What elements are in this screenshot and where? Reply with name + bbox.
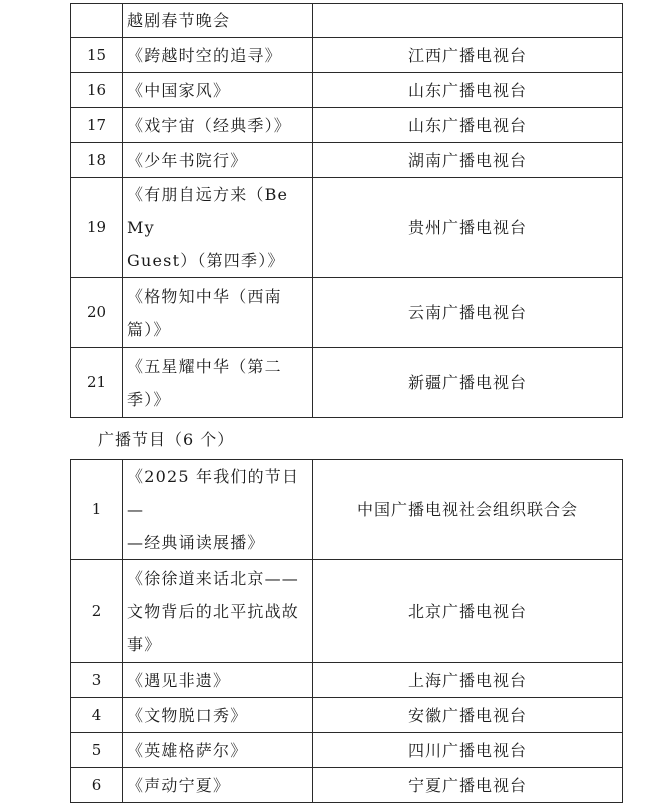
program-title <box>123 663 313 698</box>
program-title <box>123 460 313 560</box>
program-title-line: 《2025 年我们的节日— <box>127 467 300 519</box>
broadcaster-name: 山东广播电视台 <box>313 108 623 143</box>
program-title <box>123 73 313 108</box>
program-title <box>123 348 313 418</box>
program-title-line: 《戏宇宙（经典季）》 <box>127 115 292 135</box>
table-row <box>71 460 623 560</box>
radio-programs-table <box>70 459 623 803</box>
program-title-line: 《格物知中华（西南 <box>127 286 282 306</box>
program-title-line: 《五星耀中华（第二 <box>127 356 282 376</box>
program-title <box>123 768 313 803</box>
tv-programs-body <box>71 4 623 418</box>
table-row <box>71 733 623 768</box>
program-title-line: 《徐徐道来话北京—— <box>127 568 300 588</box>
row-number: 4 <box>71 698 123 733</box>
program-title-line: 《遇见非遗》 <box>127 670 231 690</box>
program-title <box>123 178 313 278</box>
table-row <box>71 108 623 143</box>
program-title <box>123 108 313 143</box>
broadcaster-name: 山东广播电视台 <box>313 73 623 108</box>
row-number: 3 <box>71 663 123 698</box>
row-number: 16 <box>71 73 123 108</box>
program-title-line: 篇）》 <box>127 319 171 339</box>
row-number: 19 <box>71 178 123 278</box>
row-number: 5 <box>71 733 123 768</box>
broadcaster-name: 中国广播电视社会组织联合会 <box>313 460 623 560</box>
program-title <box>123 38 313 73</box>
row-number: 15 <box>71 38 123 73</box>
broadcaster-name: 湖南广播电视台 <box>313 143 623 178</box>
program-title-line: 越剧春节晚会 <box>127 11 231 30</box>
program-title-line: 《文物脱口秀》 <box>127 705 248 725</box>
program-title-line: 季）》 <box>127 389 171 409</box>
radio-programs-heading: 广播节目（6 个） <box>98 430 235 449</box>
table-row <box>71 698 623 733</box>
program-title <box>123 698 313 733</box>
program-title-line: 事》 <box>127 634 162 654</box>
program-title <box>123 560 313 663</box>
broadcaster-name: 北京广播电视台 <box>313 560 623 663</box>
table-row <box>71 663 623 698</box>
table-row <box>71 178 623 278</box>
program-title-line: Guest）（第四季）》 <box>127 251 285 270</box>
table-row <box>71 348 623 418</box>
program-title-line: 《跨越时空的追寻》 <box>127 45 282 65</box>
table-row <box>71 560 623 663</box>
program-title-line: 《有朋自远方来（Be My <box>127 185 289 237</box>
row-number: 2 <box>71 560 123 663</box>
broadcaster-name: 上海广播电视台 <box>313 663 623 698</box>
broadcaster-name <box>313 4 623 38</box>
table-row <box>71 4 623 38</box>
program-title-line: —经典诵读展播》 <box>127 533 265 552</box>
broadcaster-name: 贵州广播电视台 <box>313 178 623 278</box>
program-title-line: 《英雄格萨尔》 <box>127 740 248 760</box>
table-row <box>71 73 623 108</box>
broadcaster-name: 安徽广播电视台 <box>313 698 623 733</box>
table-row <box>71 38 623 73</box>
row-number: 6 <box>71 768 123 803</box>
broadcaster-name: 云南广播电视台 <box>313 278 623 348</box>
row-number: 18 <box>71 143 123 178</box>
program-title <box>123 4 313 38</box>
row-number <box>71 4 123 38</box>
table-row <box>71 768 623 803</box>
tv-programs-table <box>70 3 623 418</box>
broadcaster-name: 四川广播电视台 <box>313 733 623 768</box>
program-title-line: 《少年书院行》 <box>127 150 248 170</box>
program-title-line: 《声动宁夏》 <box>127 775 231 795</box>
broadcaster-name: 宁夏广播电视台 <box>313 768 623 803</box>
program-title <box>123 143 313 178</box>
broadcaster-name: 江西广播电视台 <box>313 38 623 73</box>
program-title <box>123 733 313 768</box>
broadcaster-name: 新疆广播电视台 <box>313 348 623 418</box>
table-row <box>71 143 623 178</box>
row-number: 17 <box>71 108 123 143</box>
radio-programs-body <box>71 460 623 803</box>
program-title <box>123 278 313 348</box>
row-number: 20 <box>71 278 123 348</box>
program-title-line: 《中国家风》 <box>127 80 231 100</box>
row-number: 1 <box>71 460 123 560</box>
program-title-line: 文物背后的北平抗战故 <box>127 601 300 621</box>
row-number: 21 <box>71 348 123 418</box>
table-row <box>71 278 623 348</box>
